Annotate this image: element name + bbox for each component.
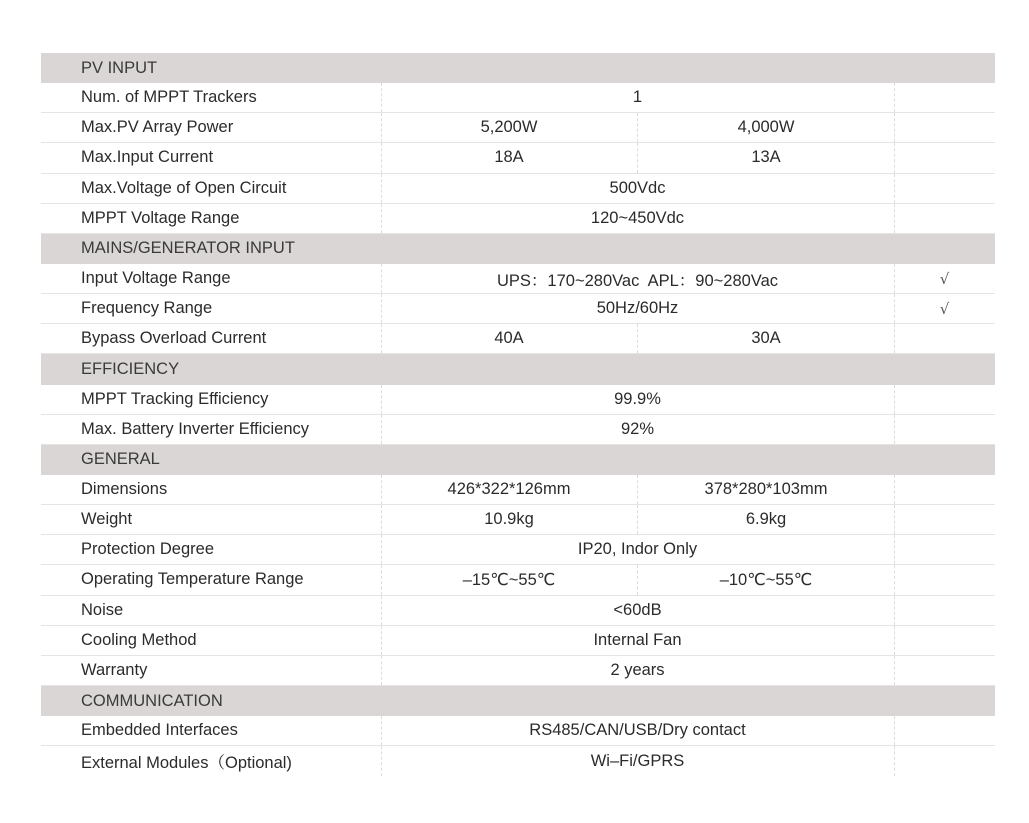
row-value: 500Vdc	[609, 178, 666, 197]
table-row	[41, 475, 995, 505]
table-row	[41, 746, 995, 776]
table-row	[41, 505, 995, 535]
table-row	[41, 204, 995, 234]
table-row	[41, 596, 995, 626]
row-value-model-b: –10℃~55℃	[719, 570, 813, 589]
table-row	[41, 626, 995, 656]
row-value-model-a: 18A	[494, 148, 524, 167]
table-row	[41, 264, 995, 294]
table-row	[41, 656, 995, 686]
row-value: Internal Fan	[593, 630, 682, 649]
section-title: EFFICIENCY	[81, 359, 180, 378]
row-label: Warranty	[81, 660, 148, 679]
row-label: Max.Voltage of Open Circuit	[81, 178, 287, 197]
section-header-efficiency	[41, 354, 995, 384]
row-label: Input Voltage Range	[81, 269, 231, 288]
row-value-model-a: 10.9kg	[484, 510, 534, 529]
row-value-model-b: 378*280*103mm	[704, 480, 828, 499]
row-value-model-b: 4,000W	[737, 118, 795, 137]
row-label: External Modules（Optional)	[81, 754, 292, 773]
row-label: MPPT Voltage Range	[81, 208, 240, 227]
table-row	[41, 716, 995, 746]
row-label: Num. of MPPT Trackers	[81, 88, 257, 107]
row-label: Weight	[81, 510, 133, 529]
table-row	[41, 143, 995, 173]
table-row	[41, 415, 995, 445]
row-label: Frequency Range	[81, 299, 213, 318]
section-title: GENERAL	[81, 450, 160, 469]
row-value-model-a: 40A	[494, 329, 524, 348]
table-row	[41, 385, 995, 415]
section-header-communication	[41, 686, 995, 716]
row-value-model-b: 13A	[751, 148, 781, 167]
row-value: RS485/CAN/USB/Dry contact	[529, 721, 746, 740]
table-row	[41, 113, 995, 143]
section-header-pv-input	[41, 53, 995, 83]
row-value: UPS：170~280Vac APL：90~280Vac	[497, 271, 778, 290]
table-row	[41, 324, 995, 354]
row-value: Wi–Fi/GPRS	[590, 751, 685, 770]
section-title: PV INPUT	[81, 58, 158, 77]
table-row	[41, 174, 995, 204]
row-value-model-b: 30A	[751, 329, 781, 348]
row-value: 50Hz/60Hz	[596, 299, 679, 318]
row-label: Dimensions	[81, 480, 168, 499]
row-label: MPPT Tracking Efficiency	[81, 389, 269, 408]
check-mark-icon: √	[939, 269, 950, 288]
check-mark-icon: √	[939, 299, 950, 318]
table-row	[41, 535, 995, 565]
table-row	[41, 565, 995, 595]
row-value: <60dB	[613, 600, 662, 619]
row-label: Max. Battery Inverter Efficiency	[81, 419, 310, 438]
section-title: MAINS/GENERATOR INPUT	[81, 239, 295, 258]
table-row	[41, 83, 995, 113]
row-value: 99.9%	[614, 389, 661, 408]
row-value: 92%	[620, 419, 655, 438]
section-header-general	[41, 445, 995, 475]
spec-table	[41, 53, 995, 776]
row-value-model-b: 6.9kg	[745, 510, 787, 529]
row-value-model-a: 426*322*126mm	[447, 480, 571, 499]
row-label: Cooling Method	[81, 630, 197, 649]
row-value-model-a: –15℃~55℃	[462, 570, 556, 589]
row-value: 2 years	[610, 660, 665, 679]
row-value: 120~450Vdc	[590, 208, 685, 227]
section-title: COMMUNICATION	[81, 691, 223, 710]
row-label: Bypass Overload Current	[81, 329, 267, 348]
row-value-model-a: 5,200W	[480, 118, 538, 137]
row-label: Embedded Interfaces	[81, 721, 238, 740]
row-label: Operating Temperature Range	[81, 570, 304, 589]
row-value: IP20, Indor Only	[577, 540, 698, 559]
row-label: Max.PV Array Power	[81, 118, 234, 137]
row-label: Noise	[81, 600, 124, 619]
row-label: Protection Degree	[81, 540, 214, 559]
row-value: 1	[632, 88, 643, 107]
table-row	[41, 294, 995, 324]
row-label: Max.Input Current	[81, 148, 214, 167]
section-header-mains-generator-input	[41, 234, 995, 264]
